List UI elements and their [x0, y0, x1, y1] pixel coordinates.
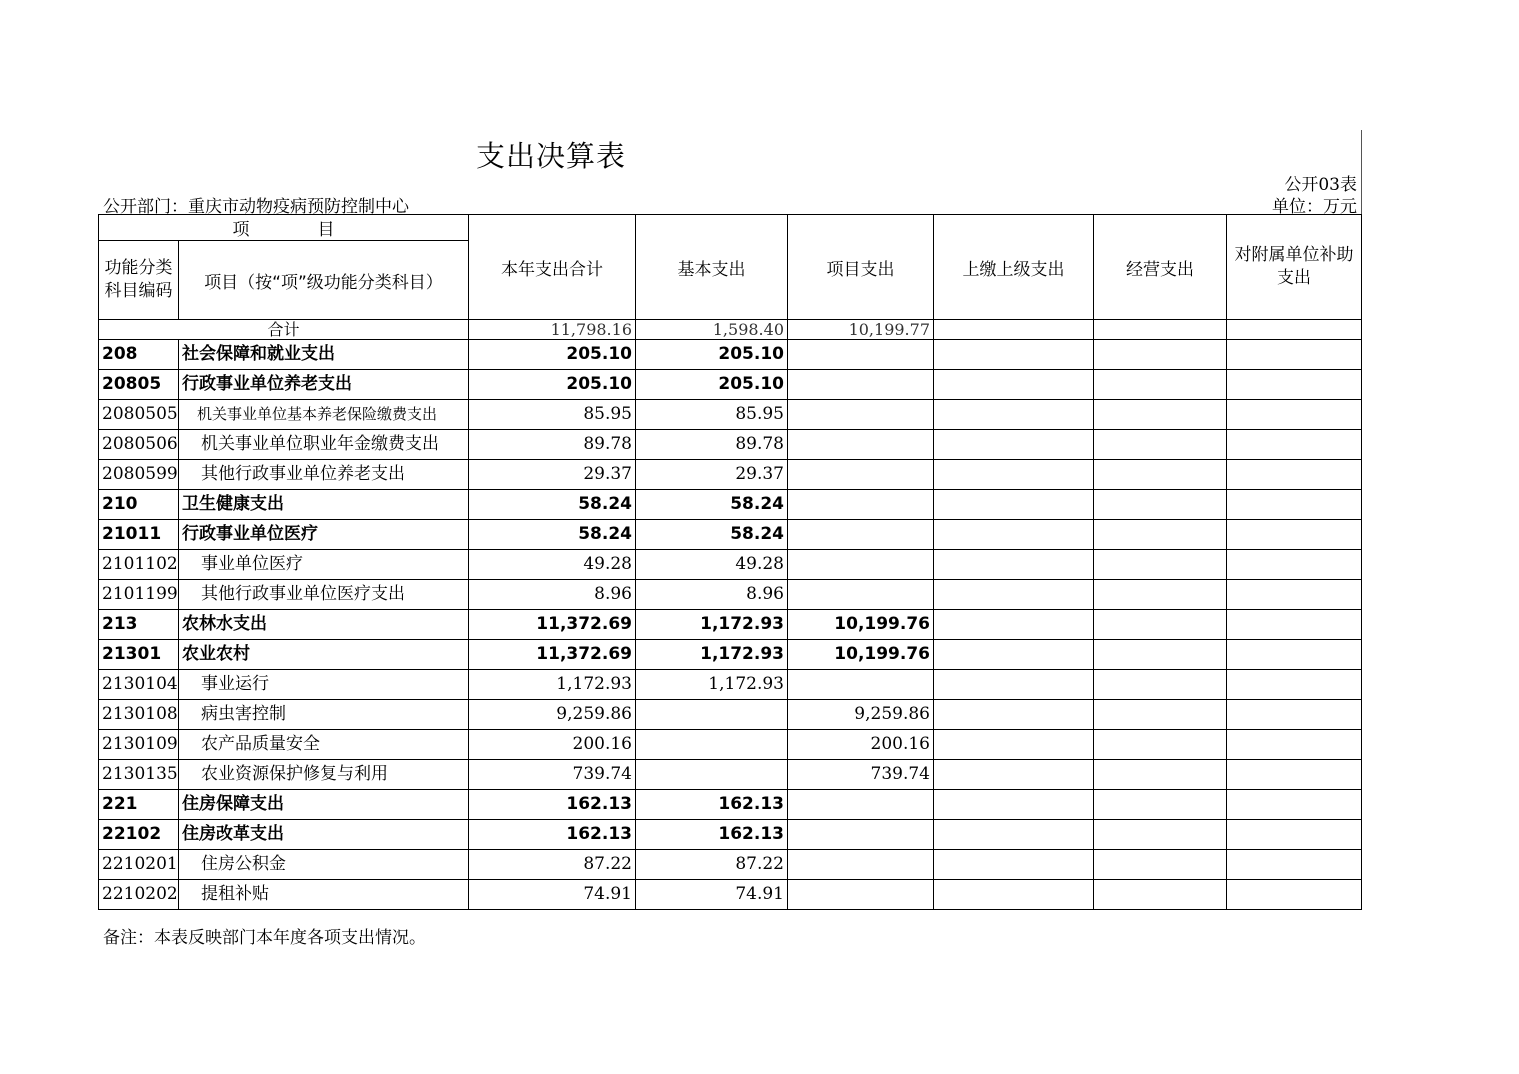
- row-total: 1,172.93: [469, 670, 636, 700]
- row-project: [788, 430, 934, 460]
- table-row: [99, 430, 1362, 460]
- row-total: 739.74: [469, 760, 636, 790]
- table-row: [99, 760, 1362, 790]
- row-upper: [934, 370, 1094, 400]
- row-name: 其他行政事业单位医疗支出: [179, 580, 469, 610]
- row-name: 住房保障支出: [179, 790, 469, 820]
- row-total: 9,259.86: [469, 700, 636, 730]
- row-project: [788, 850, 934, 880]
- row-name: 卫生健康支出: [179, 490, 469, 520]
- row-project: [788, 580, 934, 610]
- row-basic: 205.10: [636, 340, 788, 370]
- row-basic: 74.91: [636, 880, 788, 910]
- row-total: 11,372.69: [469, 610, 636, 640]
- row-project: [788, 670, 934, 700]
- row-code: 221: [99, 790, 179, 820]
- row-name: 住房公积金: [179, 850, 469, 880]
- header-operating: 经营支出: [1094, 215, 1227, 320]
- row-basic: 162.13: [636, 790, 788, 820]
- table-row: [99, 580, 1362, 610]
- row-upper: [934, 700, 1094, 730]
- row-total: 200.16: [469, 730, 636, 760]
- row-total: 205.10: [469, 340, 636, 370]
- total-row: [99, 320, 1362, 340]
- row-basic: [636, 730, 788, 760]
- row-upper: [934, 820, 1094, 850]
- row-name: 社会保障和就业支出: [179, 340, 469, 370]
- row-total: 58.24: [469, 520, 636, 550]
- row-basic: 205.10: [636, 370, 788, 400]
- row-subsidy: [1227, 400, 1362, 430]
- row-subsidy: [1227, 700, 1362, 730]
- row-name: 农林水支出: [179, 610, 469, 640]
- row-operating: [1094, 850, 1227, 880]
- row-operating: [1094, 460, 1227, 490]
- row-upper: [934, 580, 1094, 610]
- row-operating: [1094, 790, 1227, 820]
- row-name: 住房改革支出: [179, 820, 469, 850]
- row-subsidy: [1227, 340, 1362, 370]
- table-row: [99, 850, 1362, 880]
- row-project: 10,199.76: [788, 610, 934, 640]
- row-total: 58.24: [469, 490, 636, 520]
- row-project: 200.16: [788, 730, 934, 760]
- header-project: 项目支出: [788, 215, 934, 320]
- header-upper: 上缴上级支出: [934, 215, 1094, 320]
- row-subsidy: [1227, 730, 1362, 760]
- row-project: 10,199.76: [788, 640, 934, 670]
- total-project: 10,199.77: [788, 320, 934, 340]
- row-operating: [1094, 520, 1227, 550]
- row-upper: [934, 340, 1094, 370]
- row-code: 2080599: [99, 460, 179, 490]
- header-name: 项目（按“项”级功能分类科目）: [179, 241, 469, 320]
- form-number: 公开03表: [1284, 175, 1357, 195]
- table-row: [99, 400, 1362, 430]
- table-row: [99, 820, 1362, 850]
- row-subsidy: [1227, 550, 1362, 580]
- table-row: [99, 340, 1362, 370]
- row-operating: [1094, 430, 1227, 460]
- row-operating: [1094, 700, 1227, 730]
- header-subsidy: 对附属单位补助支出: [1227, 215, 1362, 320]
- total-operating: [1094, 320, 1227, 340]
- row-project: [788, 820, 934, 850]
- row-code: 2210201: [99, 850, 179, 880]
- table-row: [99, 700, 1362, 730]
- row-operating: [1094, 670, 1227, 700]
- row-project: 739.74: [788, 760, 934, 790]
- row-total: 205.10: [469, 370, 636, 400]
- row-operating: [1094, 340, 1227, 370]
- total-basic: 1,598.40: [636, 320, 788, 340]
- row-basic: 58.24: [636, 490, 788, 520]
- row-project: [788, 880, 934, 910]
- page-title: 支出决算表: [476, 139, 627, 173]
- row-upper: [934, 430, 1094, 460]
- row-subsidy: [1227, 580, 1362, 610]
- row-code: 210: [99, 490, 179, 520]
- row-total: 29.37: [469, 460, 636, 490]
- row-operating: [1094, 550, 1227, 580]
- row-operating: [1094, 760, 1227, 790]
- row-subsidy: [1227, 460, 1362, 490]
- department-label: 公开部门：重庆市动物疫病预防控制中心: [103, 197, 409, 217]
- row-basic: 49.28: [636, 550, 788, 580]
- unit-label: 单位：万元: [1272, 197, 1357, 217]
- row-project: [788, 550, 934, 580]
- row-code: 208: [99, 340, 179, 370]
- row-total: 11,372.69: [469, 640, 636, 670]
- row-name: 机关事业单位基本养老保险缴费支出: [179, 400, 469, 430]
- table-row: [99, 730, 1362, 760]
- row-subsidy: [1227, 610, 1362, 640]
- row-project: [788, 400, 934, 430]
- row-name: 农产品质量安全: [179, 730, 469, 760]
- row-code: 2080506: [99, 430, 179, 460]
- row-basic: 85.95: [636, 400, 788, 430]
- header-item-group: 项 目: [99, 215, 469, 241]
- footer-note: 备注：本表反映部门本年度各项支出情况。: [103, 928, 426, 948]
- row-upper: [934, 880, 1094, 910]
- row-upper: [934, 460, 1094, 490]
- row-project: [788, 490, 934, 520]
- row-subsidy: [1227, 490, 1362, 520]
- row-upper: [934, 730, 1094, 760]
- row-basic: 1,172.93: [636, 640, 788, 670]
- row-code: 22102: [99, 820, 179, 850]
- row-code: 21301: [99, 640, 179, 670]
- row-name: 机关事业单位职业年金缴费支出: [179, 430, 469, 460]
- row-operating: [1094, 880, 1227, 910]
- row-basic: [636, 700, 788, 730]
- row-basic: 29.37: [636, 460, 788, 490]
- row-code: 2101199: [99, 580, 179, 610]
- row-operating: [1094, 490, 1227, 520]
- row-upper: [934, 670, 1094, 700]
- row-name: 提租补贴: [179, 880, 469, 910]
- row-subsidy: [1227, 790, 1362, 820]
- row-basic: 162.13: [636, 820, 788, 850]
- row-total: 74.91: [469, 880, 636, 910]
- row-total: 162.13: [469, 790, 636, 820]
- header-total: 本年支出合计: [469, 215, 636, 320]
- row-operating: [1094, 640, 1227, 670]
- row-subsidy: [1227, 760, 1362, 790]
- table-row: [99, 880, 1362, 910]
- header-code: 功能分类科目编码: [99, 241, 179, 320]
- row-total: 89.78: [469, 430, 636, 460]
- row-upper: [934, 520, 1094, 550]
- row-operating: [1094, 730, 1227, 760]
- table-row: [99, 670, 1362, 700]
- row-subsidy: [1227, 670, 1362, 700]
- total-label: 合计: [99, 320, 469, 340]
- row-basic: [636, 760, 788, 790]
- total-sum: 11,798.16: [469, 320, 636, 340]
- row-project: [788, 370, 934, 400]
- row-upper: [934, 640, 1094, 670]
- row-name: 事业运行: [179, 670, 469, 700]
- header-basic: 基本支出: [636, 215, 788, 320]
- row-operating: [1094, 820, 1227, 850]
- row-subsidy: [1227, 370, 1362, 400]
- row-operating: [1094, 370, 1227, 400]
- row-total: 85.95: [469, 400, 636, 430]
- row-total: 162.13: [469, 820, 636, 850]
- table-row: [99, 610, 1362, 640]
- table-row: [99, 460, 1362, 490]
- row-name: 行政事业单位养老支出: [179, 370, 469, 400]
- row-name: 农业资源保护修复与利用: [179, 760, 469, 790]
- row-upper: [934, 400, 1094, 430]
- row-subsidy: [1227, 850, 1362, 880]
- row-upper: [934, 610, 1094, 640]
- total-subsidy: [1227, 320, 1362, 340]
- row-upper: [934, 550, 1094, 580]
- row-operating: [1094, 400, 1227, 430]
- row-upper: [934, 850, 1094, 880]
- row-code: 2080505: [99, 400, 179, 430]
- row-subsidy: [1227, 430, 1362, 460]
- row-subsidy: [1227, 880, 1362, 910]
- row-operating: [1094, 580, 1227, 610]
- row-basic: 58.24: [636, 520, 788, 550]
- row-total: 49.28: [469, 550, 636, 580]
- row-project: [788, 520, 934, 550]
- row-code: 2101102: [99, 550, 179, 580]
- row-total: 8.96: [469, 580, 636, 610]
- table-row: [99, 370, 1362, 400]
- row-subsidy: [1227, 820, 1362, 850]
- row-total: 87.22: [469, 850, 636, 880]
- row-code: 213: [99, 610, 179, 640]
- table-row: [99, 490, 1362, 520]
- header-divider: [1361, 130, 1362, 214]
- row-subsidy: [1227, 640, 1362, 670]
- row-code: 2130109: [99, 730, 179, 760]
- total-upper: [934, 320, 1094, 340]
- row-name: 农业农村: [179, 640, 469, 670]
- expenditure-table: [98, 214, 1362, 910]
- row-subsidy: [1227, 520, 1362, 550]
- row-upper: [934, 760, 1094, 790]
- table-row: [99, 640, 1362, 670]
- row-name: 事业单位医疗: [179, 550, 469, 580]
- row-code: 21011: [99, 520, 179, 550]
- row-name: 病虫害控制: [179, 700, 469, 730]
- row-upper: [934, 490, 1094, 520]
- row-code: 20805: [99, 370, 179, 400]
- row-basic: 8.96: [636, 580, 788, 610]
- row-code: 2130104: [99, 670, 179, 700]
- row-name: 行政事业单位医疗: [179, 520, 469, 550]
- row-code: 2210202: [99, 880, 179, 910]
- row-project: 9,259.86: [788, 700, 934, 730]
- table-row: [99, 520, 1362, 550]
- row-code: 2130135: [99, 760, 179, 790]
- row-project: [788, 790, 934, 820]
- row-basic: 1,172.93: [636, 670, 788, 700]
- row-basic: 87.22: [636, 850, 788, 880]
- row-operating: [1094, 610, 1227, 640]
- table-row: [99, 790, 1362, 820]
- row-code: 2130108: [99, 700, 179, 730]
- row-upper: [934, 790, 1094, 820]
- row-basic: 89.78: [636, 430, 788, 460]
- row-name: 其他行政事业单位养老支出: [179, 460, 469, 490]
- row-project: [788, 460, 934, 490]
- row-basic: 1,172.93: [636, 610, 788, 640]
- row-project: [788, 340, 934, 370]
- table-row: [99, 550, 1362, 580]
